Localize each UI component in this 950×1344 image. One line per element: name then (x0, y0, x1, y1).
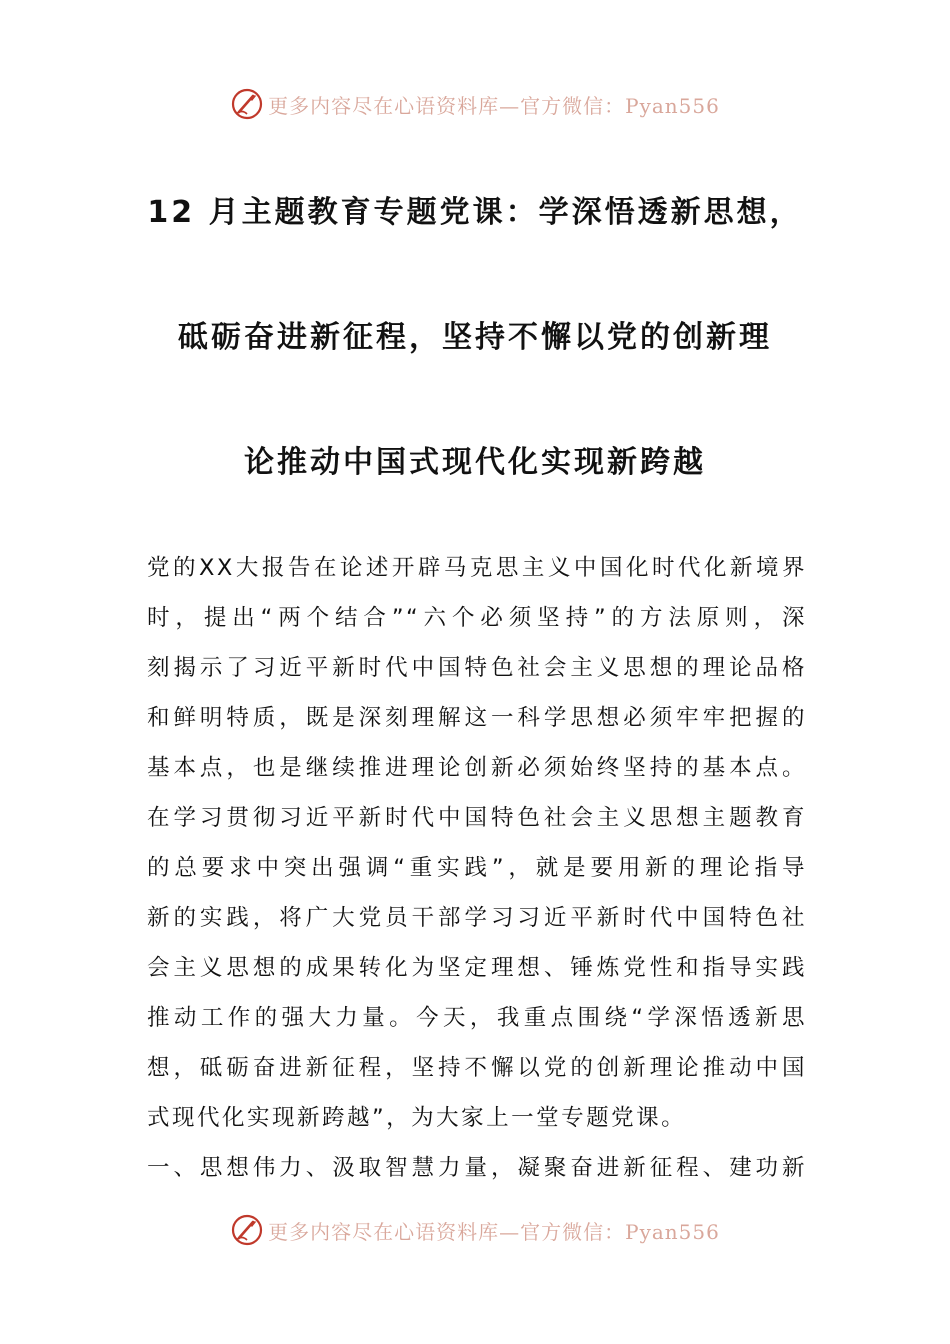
pen-logo-icon (230, 1213, 264, 1247)
body-line: 新的实践，将广大党员干部学习习近平新时代中国特色社 (147, 905, 807, 931)
body-line: 基本点，也是继续推进理论创新必须始终坚持的基本点。 (147, 755, 807, 781)
body-line: 的总要求中突出强调“重实践”，就是要用新的理论指导 (147, 855, 807, 881)
body-line: 式现代化实现新跨越”，为大家上一堂专题党课。 (147, 1105, 687, 1131)
document-body (147, 543, 807, 1193)
pen-logo-icon (230, 87, 264, 121)
section-heading: 一、思想伟力、汲取智慧力量，凝聚奋进新征程、建功新 (147, 1155, 807, 1181)
watermark-text: 更多内容尽在心语资料库—官方微信：Pyan556 (268, 93, 720, 118)
watermark-header (0, 84, 950, 124)
body-line: 会主义思想的成果转化为坚定理想、锤炼党性和指导实践 (147, 955, 807, 981)
document-title (110, 150, 840, 525)
watermark-footer (0, 1210, 950, 1250)
body-line: 时，提出“两个结合”“六个必须坚持”的方法原则，深 (147, 605, 807, 631)
title-line: 12 月主题教育专题党课：学深悟透新思想， (147, 195, 803, 230)
body-line: 在学习贯彻习近平新时代中国特色社会主义思想主题教育 (147, 805, 807, 831)
title-line: 砥砺奋进新征程，坚持不懈以党的创新理 (178, 320, 772, 355)
body-line: 想，砥砺奋进新征程，坚持不懈以党的创新理论推动中国 (147, 1055, 807, 1081)
body-line: 党的XX大报告在论述开辟马克思主义中国化时代化新境界 (147, 555, 807, 581)
body-line: 刻揭示了习近平新时代中国特色社会主义思想的理论品格 (147, 655, 807, 681)
title-line: 论推动中国式现代化实现新跨越 (244, 445, 706, 480)
body-line: 和鲜明特质，既是深刻理解这一科学思想必须牢牢把握的 (147, 705, 807, 731)
watermark-text: 更多内容尽在心语资料库—官方微信：Pyan556 (268, 1219, 720, 1244)
body-line: 推动工作的强大力量。今天，我重点围绕“学深悟透新思 (147, 1005, 807, 1031)
